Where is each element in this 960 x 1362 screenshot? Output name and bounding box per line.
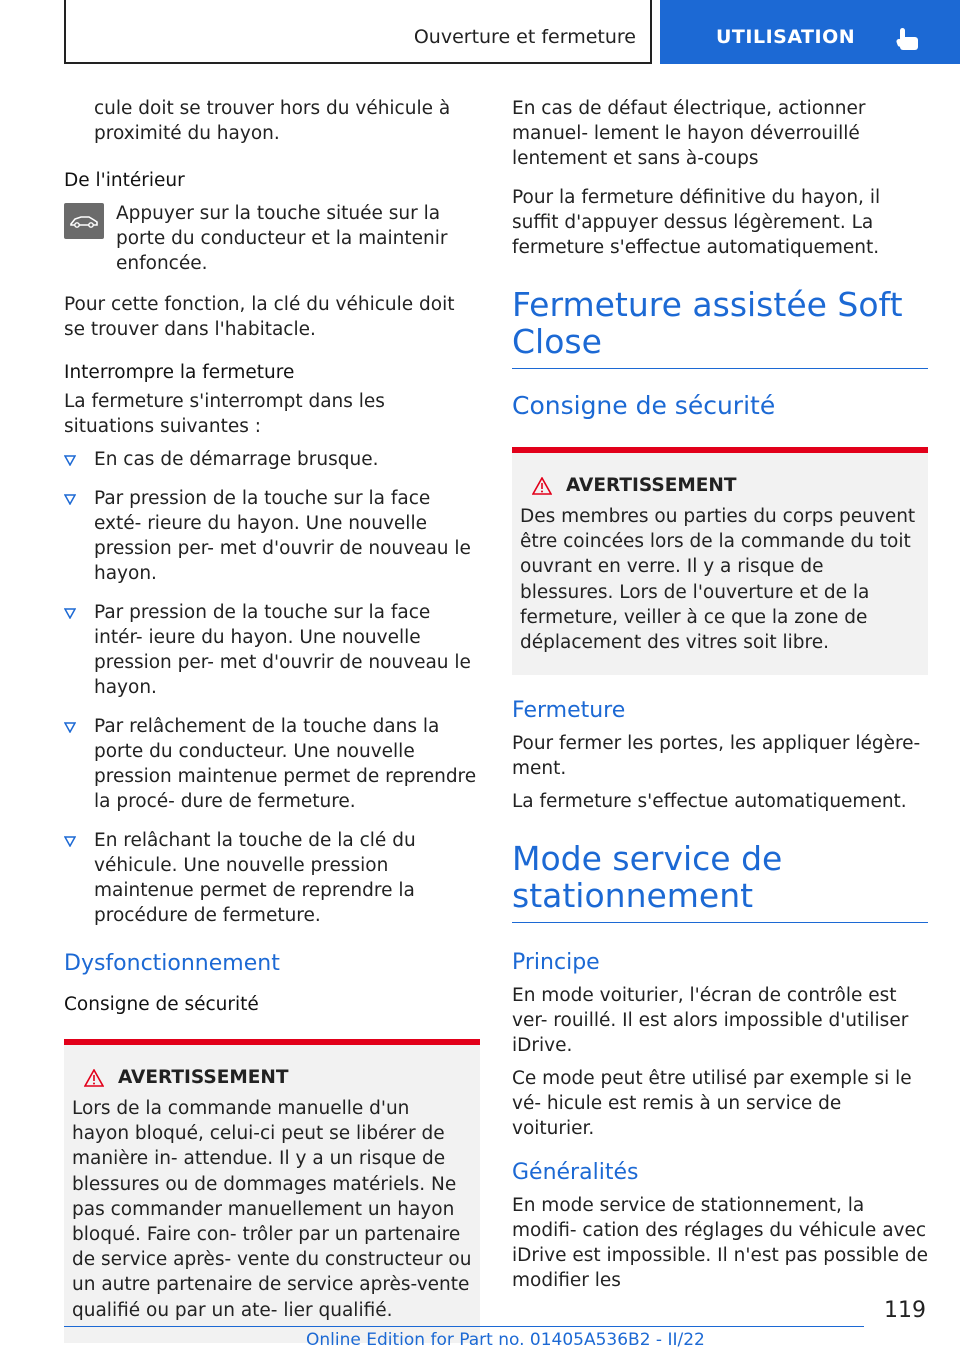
edition-footer: Online Edition for Part no. 01405A536B2 - II/22	[306, 1330, 705, 1350]
warning-box	[512, 447, 928, 675]
section-tab	[660, 0, 960, 64]
electrical-fault-text: En cas de défaut électrique, actionner manuel- lement le hayon déverrouillé lentement et sans à-coups	[512, 98, 866, 169]
interrupt-list	[64, 447, 480, 928]
list-item: Par pression de la touche sur la face exté- rieure du hayon. Une nouvelle pression per- met d'ouvrir de nouveau le hayon.	[64, 486, 480, 586]
general-text: En mode service de stationnement, la modifi- cation des réglages du véhicule avec iDrive est impossible. Il n'est pas possible de modifier les	[512, 1195, 928, 1292]
principle-text-2: Ce mode peut être utilisé par exemple si le vé- hicule est remis à un service de voiturier.	[512, 1068, 912, 1140]
interrupt-heading: Interrompre la fermeture	[64, 362, 295, 383]
chapter-title: Ouverture et fermeture	[413, 26, 636, 48]
intro-text: cule doit se trouver hors du véhicule à proximité du hayon.	[94, 98, 451, 144]
principle-text-1: En mode voiturier, l'écran de contrôle est ver- rouillé. Il est alors impossible d'utiliser iDrive.	[512, 985, 909, 1057]
chapter-frame	[64, 0, 652, 64]
warning-title: AVERTISSEMENT	[84, 1067, 472, 1088]
parking-mode-heading: Mode service de stationnement	[512, 839, 783, 916]
footer-rule	[64, 1326, 864, 1327]
interrupt-intro: La fermeture s'interrompt dans les situations suivantes :	[64, 391, 385, 437]
list-item: Par relâchement de la touche dans la porte du conducteur. Une nouvelle pression maintenue permet de reprendre la procé- dure de fermeture.	[64, 714, 480, 814]
closing-text-1: Pour fermer les portes, les appliquer légère- ment.	[512, 733, 921, 780]
bullet-triangle-icon	[64, 722, 76, 733]
final-closing-text: Pour la fermeture définitive du hayon, il suffit d'appuyer dessus légèrement. La fermeture s'effectue automatiquement.	[512, 187, 881, 258]
malfunction-heading: Dysfonctionnement	[64, 951, 280, 976]
page-header	[0, 0, 960, 66]
section-title: UTILISATION	[716, 26, 856, 48]
left-column	[64, 96, 480, 1343]
warning-box	[64, 1039, 480, 1343]
right-safety-heading: Consigne de sécurité	[512, 391, 776, 420]
warning-text: Lors de la commande manuelle d'un hayon bloqué, celui-ci peut se libérer de manière in- attendue. Il y a un risque de blessures ou de dommages matériels. Ne pas commander manuellement un hayon bloqué. Faire con- trôler par un partenaire de service après- vente du constructeur ou un autre partenaire de service après-vente qualifié ou par un ate- lier qualifié.	[72, 1098, 472, 1321]
car-key-button-icon	[64, 203, 104, 239]
general-heading: Généralités	[512, 1160, 639, 1186]
list-item: Par pression de la touche sur la face intér- ieure du hayon. Une nouvelle pression per- met d'ouvrir de nouveau le hayon.	[64, 600, 480, 700]
warning-title: AVERTISSEMENT	[532, 475, 920, 496]
soft-close-heading: Fermeture assistée Soft Close	[512, 285, 903, 361]
page-number: 119	[884, 1298, 926, 1323]
principle-heading: Principe	[512, 950, 600, 976]
interior-text: Appuyer sur la touche située sur la porte du conducteur et la maintenir enfoncée.	[116, 203, 448, 274]
warning-triangle-icon	[84, 1069, 104, 1087]
interior-instruction	[64, 201, 480, 276]
closing-heading: Fermeture	[512, 698, 626, 724]
hand-pointer-icon	[896, 26, 922, 52]
bullet-triangle-icon	[64, 455, 76, 466]
heading-rule	[512, 922, 928, 923]
closing-text-2: La fermeture s'effectue automatiquement.	[512, 791, 907, 813]
bullet-triangle-icon	[64, 608, 76, 619]
list-item: En cas de démarrage brusque.	[64, 447, 480, 472]
right-column	[512, 96, 928, 1307]
bullet-triangle-icon	[64, 494, 76, 505]
list-item: En relâchant la touche de la clé du véhicule. Une nouvelle pression maintenue permet de reprendre la procédure de fermeture.	[64, 828, 480, 928]
interior-heading: De l'intérieur	[64, 170, 185, 191]
warning-triangle-icon	[532, 477, 552, 495]
heading-rule	[512, 368, 928, 369]
warning-text: Des membres ou parties du corps peuvent être coincées lors de la commande du toit ouvrant en verre. Il y a risque de blessures. Lors de l'ouverture et de la fermeture, veiller à ce que la zone de déplacement des vitres soit libre.	[520, 506, 916, 654]
key-note: Pour cette fonction, la clé du véhicule doit se trouver dans l'habitacle.	[64, 294, 455, 340]
bullet-triangle-icon	[64, 836, 76, 847]
left-safety-heading: Consigne de sécurité	[64, 994, 259, 1015]
